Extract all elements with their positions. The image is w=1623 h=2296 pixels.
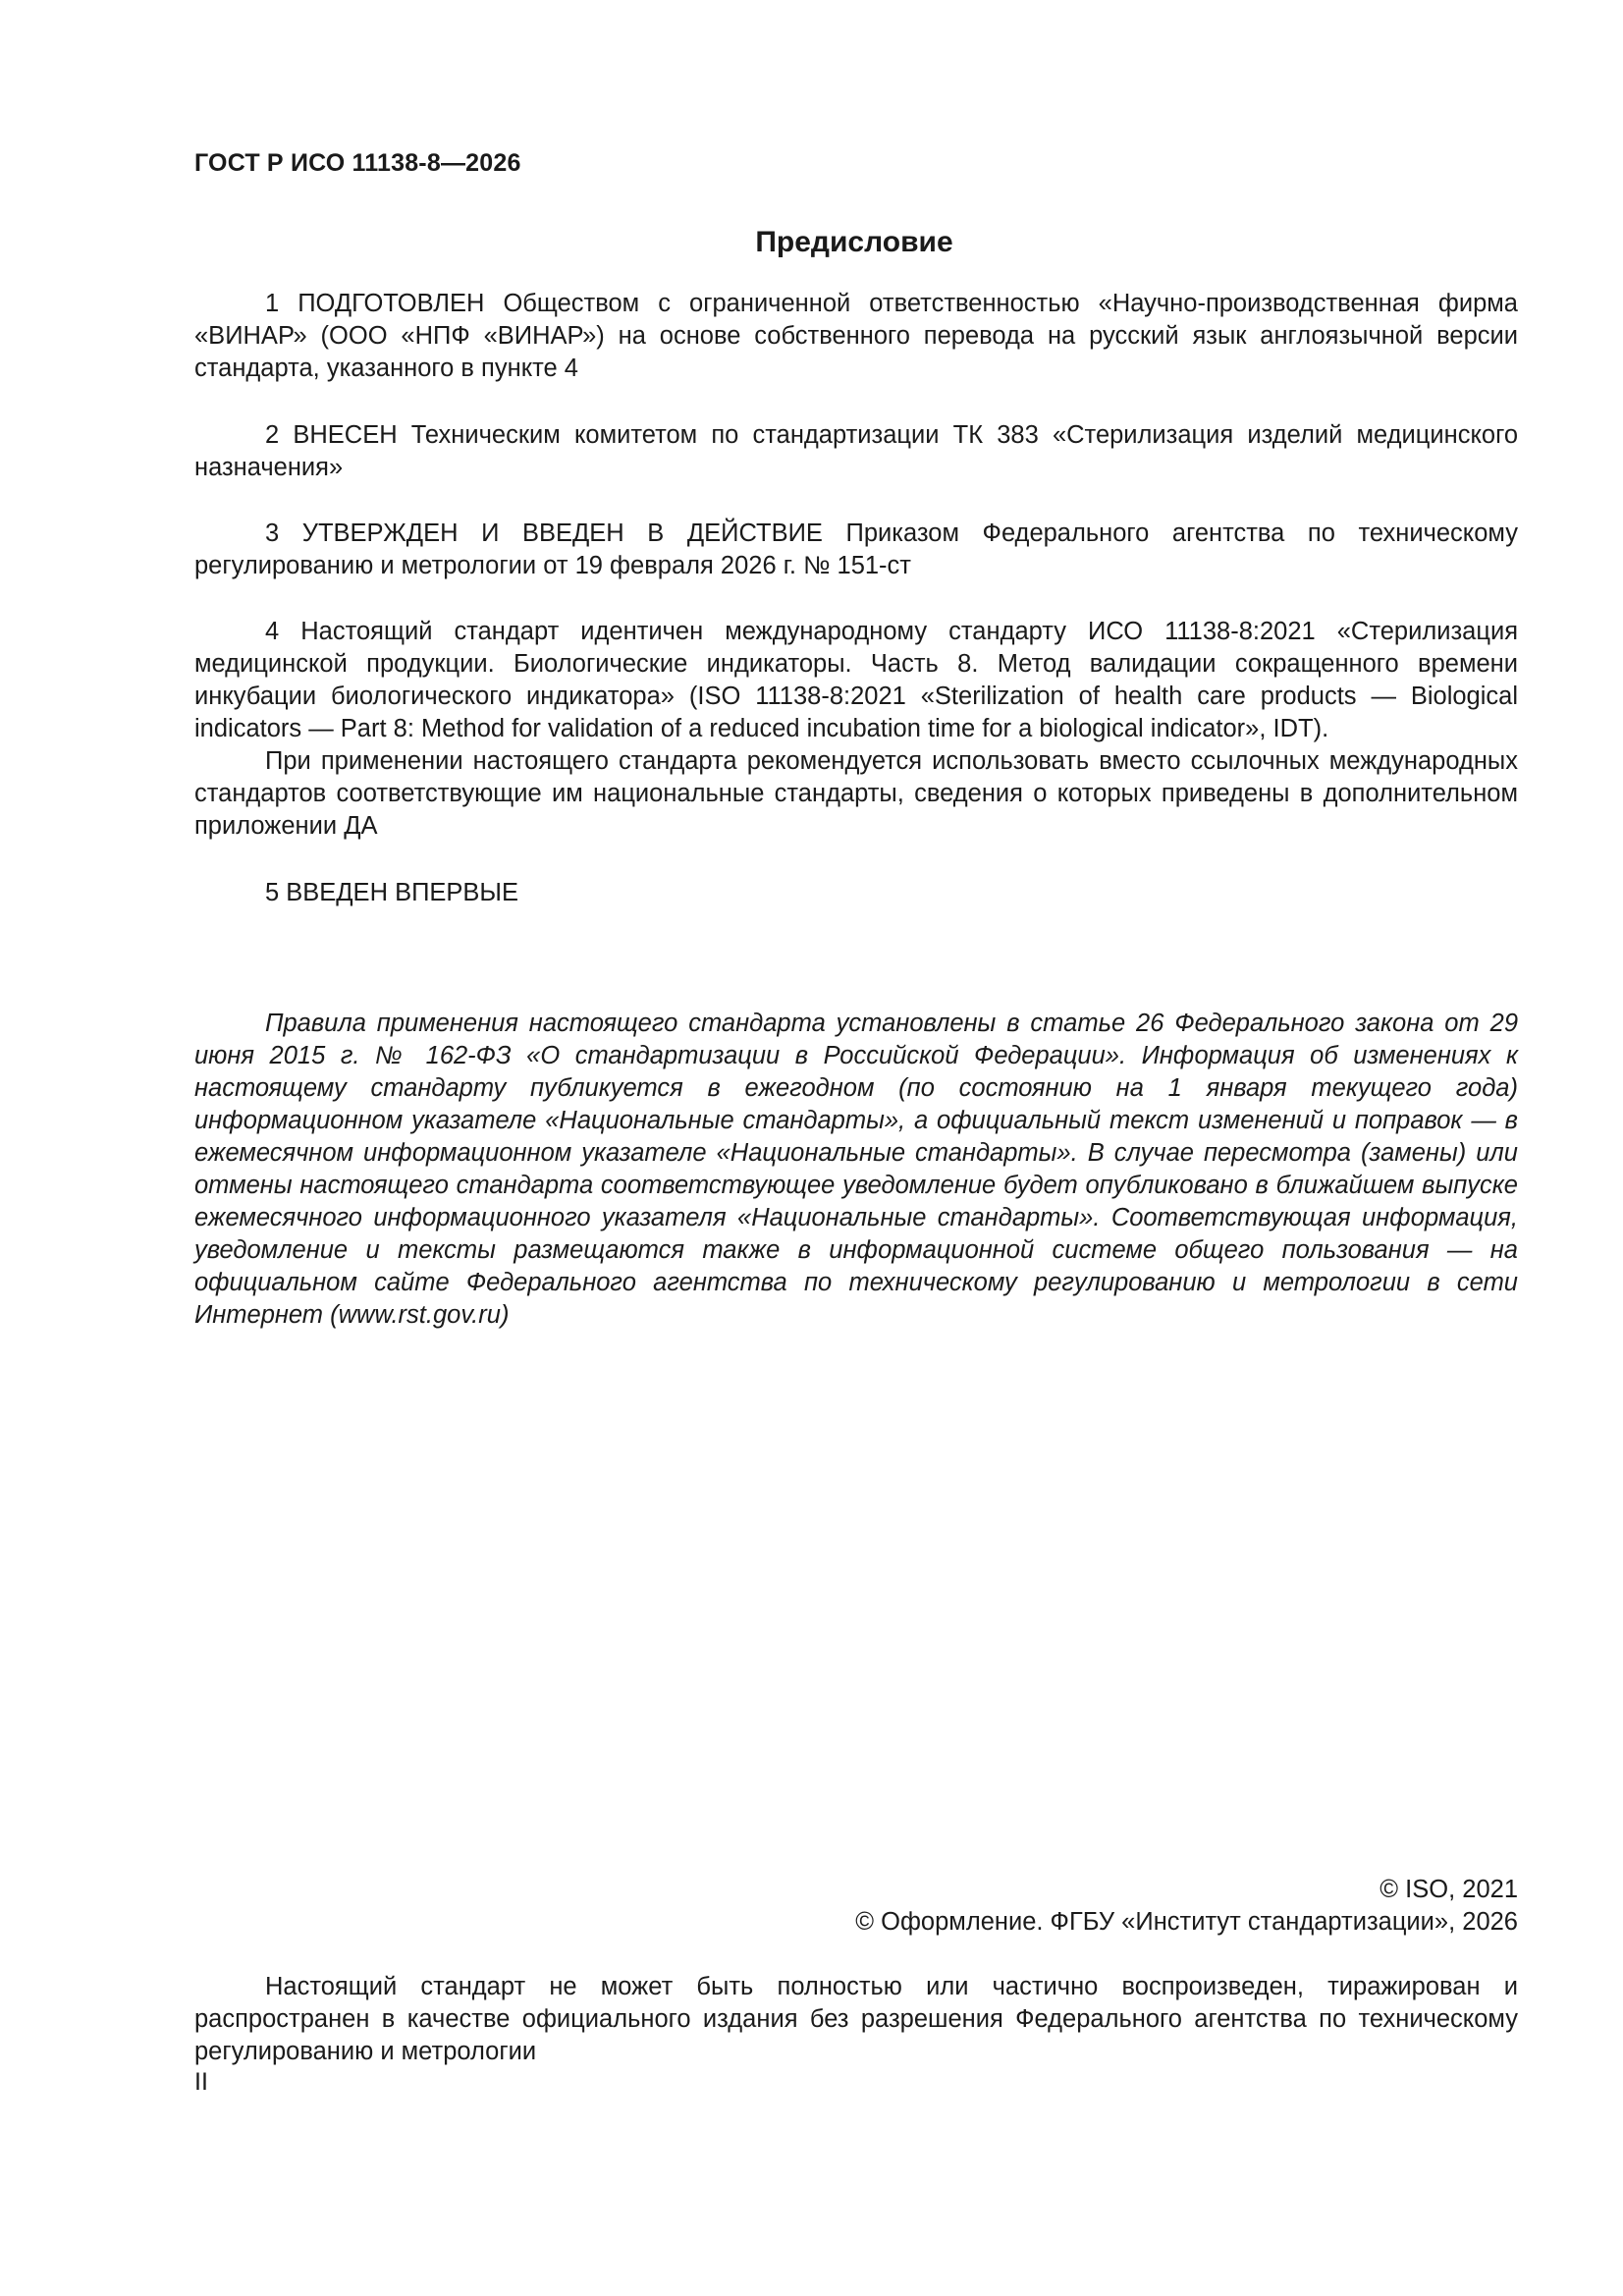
section-4 <box>194 616 1518 843</box>
standard-header: ГОСТ Р ИСО 11138-8—2026 <box>194 149 521 177</box>
reproduction-notice-text: Настоящий стандарт не может быть полностью или частично воспроизведен, тиражирован и распространен в качестве официального издания без разрешения Федерального агентства по техническому регулированию и метрологии <box>194 1973 1518 2065</box>
copyright-block <box>855 1874 1518 1939</box>
copyright-design: © Оформление. ФГБУ «Институт стандартизации», 2026 <box>855 1908 1518 1936</box>
rules-note-text: Правила применения настоящего стандарта установлены в статье 26 Федерального закона от 29 июня 2015 г. № 162-ФЗ «О стандартизации в Российской Федерации». Информация об изменениях к настоящему стандарту публикуется в ежегодном (по состоянию на 1 января текущего года) информационном указателе «Национальные стандарты», а официальный текст изменений и поправок — в ежемесячном информационном указателе «Национальные стандарты». В случае пересмотра (замены) или отмены настоящего стандарта соответствующее уведомление будет опубликовано в ближайшем выпуске ежемесячного информационного указателя «Национальные стандарты». Соответствующая информация, уведомление и тексты размещаются также в информационной системе общего пользования — на официальном сайте Федерального агентства по техническому регулированию и метрологии в сети Интернет (www.rst.gov.ru) <box>194 1010 1518 1329</box>
section-1-text: 1 ПОДГОТОВЛЕН Обществом с ограниченной ответственностью «Научно-производственная фирма «ВИНАР» (ООО «НПФ «ВИНАР») на основе собственного перевода на русский язык англоязычной версии стандарта, указанного в пункте 4 <box>194 290 1518 382</box>
page-number: II <box>194 2068 208 2096</box>
section-2-text: 2 ВНЕСЕН Техническим комитетом по стандартизации ТК 383 «Стерилизация изделий медицинского назначения» <box>194 421 1518 481</box>
section-4-note: При применении настоящего стандарта рекомендуется использовать вместо ссылочных международных стандартов соответствующие им национальные стандарты, сведения о которых приведены в дополнительном приложении ДА <box>194 747 1518 840</box>
reproduction-notice <box>194 1971 1518 2068</box>
rules-note <box>194 1008 1518 1332</box>
section-3 <box>194 518 1518 582</box>
section-2 <box>194 419 1518 484</box>
section-5-text: 5 ВВЕДЕН ВПЕРВЫЕ <box>265 879 519 906</box>
section-3-text: 3 УТВЕРЖДЕН И ВВЕДЕН В ДЕЙСТВИЕ Приказом Федерального агентства по техническому регулированию и метрологии от 19 февраля 2026 г. № 151-ст <box>194 519 1518 579</box>
section-1 <box>194 288 1518 385</box>
page-title: Предисловие <box>755 226 953 258</box>
section-5 <box>194 877 1518 909</box>
copyright-iso: © ISO, 2021 <box>1380 1876 1518 1903</box>
section-4-text: 4 Настоящий стандарт идентичен международному стандарту ИСО 11138-8:2021 «Стерилизация медицинской продукции. Биологические индикаторы. Часть 8. Метод валидации сокращенного времени инкубации биологического индикатора» (ISO 11138-8:2021 «Sterilization of health care products — Biological indicators — Part 8: Method for validation of a reduced incubation time for a biological indicator», IDT). <box>194 618 1518 742</box>
